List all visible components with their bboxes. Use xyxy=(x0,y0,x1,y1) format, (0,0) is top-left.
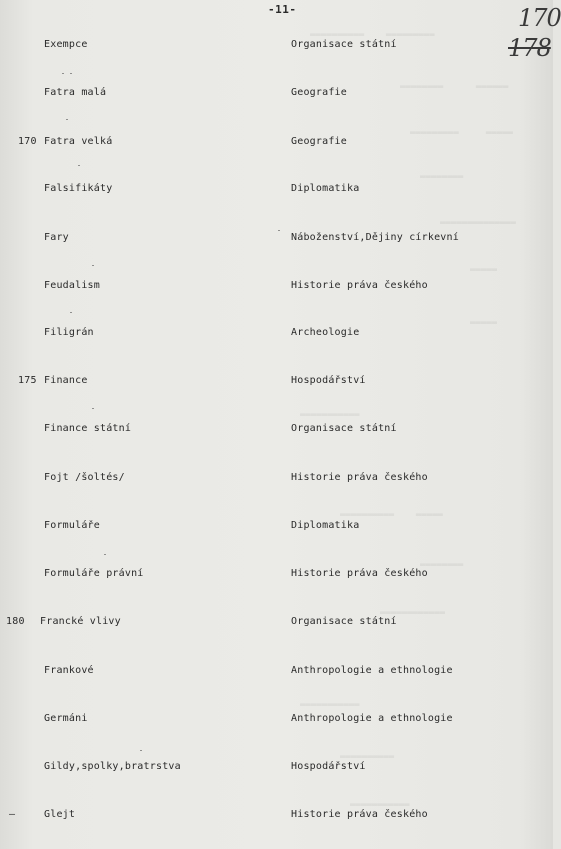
entry-term: Fatra malá xyxy=(44,87,107,98)
entry-term: Germáni xyxy=(44,713,88,724)
entry-category: Historie práva českého xyxy=(291,472,428,483)
show-through-ghost: ▬▬▬▬▬ xyxy=(470,318,498,328)
list-item xyxy=(0,470,553,486)
list-item xyxy=(0,278,553,294)
entry-number: 170 xyxy=(18,136,37,147)
entry-category: Hospodářství xyxy=(291,375,366,386)
entry-category: Geografie xyxy=(291,87,347,98)
speck xyxy=(92,408,94,409)
page-number: -11- xyxy=(268,3,297,16)
entry-category: Organisace státní xyxy=(291,616,397,627)
entry-category: Historie práva českého xyxy=(291,809,428,820)
entry-category: Náboženství,Dějiny církevní xyxy=(291,232,459,243)
list-item xyxy=(0,566,553,582)
entry-term: Exempce xyxy=(44,39,88,50)
list-item xyxy=(0,85,553,101)
list-item xyxy=(0,711,553,727)
show-through-ghost: ▬▬▬▬▬▬▬▬ xyxy=(420,560,464,570)
list-item xyxy=(0,807,553,823)
entry-category: Hospodářství xyxy=(291,761,366,772)
list-item xyxy=(0,518,553,534)
list-item xyxy=(0,37,553,53)
speck xyxy=(70,312,72,313)
speck xyxy=(92,265,94,266)
list-item xyxy=(0,373,553,389)
entry-term: Falsifikáty xyxy=(44,183,113,194)
show-through-ghost: ▬▬▬▬▬▬▬▬▬▬▬▬ xyxy=(380,608,446,618)
entry-category: Geografie xyxy=(291,136,347,147)
show-through-ghost: ▬▬▬▬▬▬▬▬▬▬ xyxy=(340,752,395,762)
entry-category: Diplomatika xyxy=(291,183,360,194)
show-through-ghost: ▬▬▬▬▬▬▬▬▬ ▬▬▬▬▬ xyxy=(410,128,513,138)
entry-category: Archeologie xyxy=(291,327,360,338)
margin-mark: — xyxy=(9,809,16,820)
show-through-ghost: ▬▬▬▬▬▬▬▬ xyxy=(420,172,464,182)
entry-term: Formuláře xyxy=(44,520,100,531)
show-through-ghost: ▬▬▬▬▬▬▬▬▬▬▬▬▬▬ xyxy=(440,218,516,228)
speck xyxy=(140,750,142,751)
entry-term: Formuláře právní xyxy=(44,568,144,579)
entry-term: Fatra velká xyxy=(44,136,113,147)
entry-category: Organisace státní xyxy=(291,423,397,434)
entry-term: Finance státní xyxy=(44,423,132,434)
entry-number: 175 xyxy=(18,375,37,386)
entry-term: Gildy,spolky,bratrstva xyxy=(44,761,181,772)
entry-number: 180 xyxy=(6,616,25,627)
entry-term: Francké vlivy xyxy=(40,616,121,627)
list-item xyxy=(0,421,553,437)
speck xyxy=(62,73,64,74)
entry-term: Filigrán xyxy=(44,327,94,338)
entry-term: Fojt /šoltés/ xyxy=(44,472,125,483)
list-item xyxy=(0,230,553,246)
show-through-ghost: ▬▬▬▬▬▬▬▬▬▬ ▬▬▬▬▬▬▬▬▬ xyxy=(310,30,435,40)
list-item xyxy=(0,181,553,197)
list-item xyxy=(0,325,553,341)
show-through-ghost: ▬▬▬▬▬▬▬▬▬▬▬ xyxy=(350,800,410,810)
show-through-ghost: ▬▬▬▬▬▬▬▬▬▬ ▬▬▬▬▬ xyxy=(340,510,443,520)
speck xyxy=(70,73,72,74)
entry-category: Anthropologie a ethnologie xyxy=(291,665,453,676)
entry-category: Diplomatika xyxy=(291,520,360,531)
entry-category: Anthropologie a ethnologie xyxy=(291,713,453,724)
show-through-ghost: ▬▬▬▬▬▬▬▬▬▬▬ xyxy=(300,700,360,710)
entry-term: Glejt xyxy=(44,809,76,820)
show-through-ghost: ▬▬▬▬▬▬▬▬ ▬▬▬▬▬▬ xyxy=(400,82,509,92)
entry-term: Finance xyxy=(44,375,88,386)
entry-term: Feudalism xyxy=(44,280,100,291)
entry-term: Fary xyxy=(44,232,69,243)
handwritten-number-top: 170 xyxy=(518,4,561,32)
list-item xyxy=(0,134,553,150)
entry-term: Frankové xyxy=(44,665,94,676)
speck xyxy=(66,119,68,120)
list-item xyxy=(0,614,553,630)
speck xyxy=(78,165,80,166)
list-item xyxy=(0,663,553,679)
show-through-ghost: ▬▬▬▬▬▬▬▬▬▬▬ xyxy=(300,410,360,420)
entry-category: Organisace státní xyxy=(291,39,397,50)
show-through-ghost: ▬▬▬▬▬ xyxy=(470,265,498,275)
handwritten-number-bottom: 178 xyxy=(508,34,551,62)
entry-category: Historie práva českého xyxy=(291,280,428,291)
list-item xyxy=(0,759,553,775)
speck xyxy=(104,554,106,555)
entry-category: Historie práva českého xyxy=(291,568,428,579)
